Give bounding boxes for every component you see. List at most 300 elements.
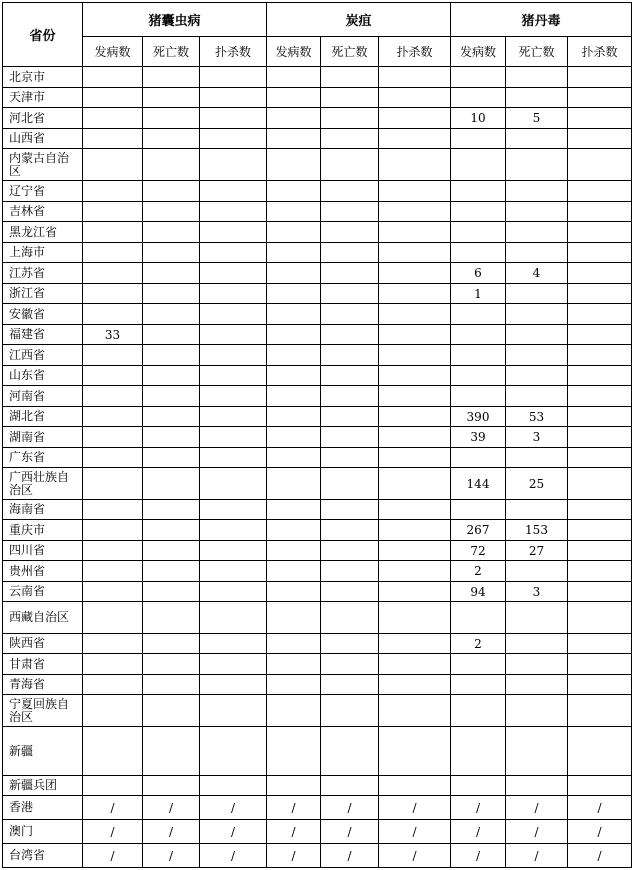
value-cell [568,468,632,500]
value-cell [451,727,506,776]
value-cell [568,427,632,448]
value-cell [506,304,568,325]
value-cell: 94 [451,582,506,602]
value-cell [143,129,200,149]
value-cell [83,448,143,468]
province-cell [3,468,83,500]
value-cell [143,149,200,181]
value-cell [143,675,200,695]
value-cell [83,407,143,427]
value-cell [321,108,379,129]
province-cell [3,634,83,654]
header-deaths: 死亡数 [143,37,200,67]
value-cell [267,284,321,304]
province-cell [3,820,83,844]
value-cell [379,427,451,448]
value-cell [451,202,506,222]
table-row [3,325,632,345]
province-cell [3,67,83,88]
value-cell: / [321,796,379,820]
header-province: 省份 [3,3,83,67]
value-cell: 72 [451,541,506,561]
value-cell [568,407,632,427]
province-cell [3,129,83,149]
value-cell [267,366,321,386]
value-cell [506,284,568,304]
value-cell [379,284,451,304]
value-cell [83,654,143,675]
value-cell [321,675,379,695]
value-cell [568,500,632,520]
province-name: 天津市 [9,90,46,104]
value-cell [83,727,143,776]
value-cell [568,386,632,407]
value-cell [321,345,379,366]
value-cell [321,366,379,386]
province-name: 安徽省 [9,306,46,321]
value-cell [379,776,451,796]
value-cell [506,202,568,222]
province-name: 北京市 [9,69,46,84]
table-row [3,634,632,654]
value-cell [267,602,321,634]
province-cell [3,366,83,386]
value-cell [451,776,506,796]
value-cell [379,561,451,582]
value-cell: 1 [451,284,506,304]
value-cell [451,448,506,468]
province-cell [3,222,83,243]
province-name: 广西壮族自治区 [9,469,70,497]
value-cell [321,129,379,149]
value-cell [568,520,632,541]
value-cell: / [143,844,200,868]
province-name: 四川省 [9,543,46,557]
province-cell [3,695,83,727]
province-cell [3,448,83,468]
value-cell [267,345,321,366]
value-cell [451,88,506,108]
value-cell [321,149,379,181]
table-row [3,500,632,520]
value-cell [321,634,379,654]
value-cell [568,345,632,366]
value-cell [267,675,321,695]
value-cell [321,468,379,500]
value-cell: 39 [451,427,506,448]
table-row [3,427,632,448]
value-cell [568,634,632,654]
province-cell [3,88,83,108]
value-cell: 153 [506,520,568,541]
value-cell: 27 [506,541,568,561]
value-cell [379,727,451,776]
value-cell [200,582,267,602]
value-cell [143,448,200,468]
value-cell: / [506,844,568,868]
value-cell [267,407,321,427]
value-cell [83,520,143,541]
header-deaths: 死亡数 [506,37,568,67]
value-cell [568,67,632,88]
table-row [3,844,632,868]
province-cell [3,582,83,602]
table-row [3,129,632,149]
value-cell [267,129,321,149]
value-cell [200,695,267,727]
value-cell [568,222,632,243]
value-cell [379,108,451,129]
value-cell: 33 [83,325,143,345]
value-cell [143,67,200,88]
value-cell: / [321,844,379,868]
value-cell [568,108,632,129]
value-cell [267,88,321,108]
value-cell [267,263,321,284]
value-cell [200,427,267,448]
disease-table [2,2,632,868]
value-cell: 25 [506,468,568,500]
value-cell [83,181,143,202]
province-name: 新疆兵团 [9,778,58,792]
value-cell [568,129,632,149]
value-cell [506,448,568,468]
value-cell [568,181,632,202]
value-cell: / [379,844,451,868]
province-cell [3,727,83,776]
value-cell: / [200,820,267,844]
value-cell [200,366,267,386]
value-cell [451,243,506,263]
value-cell [143,243,200,263]
value-cell [143,520,200,541]
value-cell [83,129,143,149]
value-cell [568,654,632,675]
value-cell [143,602,200,634]
province-cell [3,325,83,345]
value-cell [321,88,379,108]
value-cell [321,727,379,776]
value-cell [379,181,451,202]
value-cell: / [451,820,506,844]
province-name: 辽宁省 [9,183,46,198]
province-cell [3,304,83,325]
province-cell [3,108,83,129]
table-row [3,448,632,468]
value-cell: 2 [451,634,506,654]
value-cell [83,634,143,654]
value-cell [568,243,632,263]
value-cell [200,654,267,675]
value-cell [143,222,200,243]
table-row [3,520,632,541]
province-name: 新疆 [9,743,34,758]
province-name: 内蒙古自治区 [9,150,70,178]
value-cell [200,108,267,129]
value-cell [143,181,200,202]
province-name: 贵州省 [9,563,46,578]
province-cell [3,520,83,541]
value-cell [83,304,143,325]
province-name: 海南省 [9,502,46,516]
province-cell [3,386,83,407]
value-cell [143,325,200,345]
value-cell: / [267,820,321,844]
value-cell [83,602,143,634]
table-row [3,541,632,561]
value-cell [83,67,143,88]
value-cell [379,520,451,541]
value-cell [379,149,451,181]
province-cell [3,345,83,366]
value-cell [379,325,451,345]
header-group-erysipelas: 猪丹毒 [451,3,632,37]
province-name: 吉林省 [9,204,46,218]
value-cell [321,325,379,345]
value-cell [83,284,143,304]
value-cell [379,386,451,407]
value-cell [200,561,267,582]
value-cell [143,634,200,654]
value-cell [83,366,143,386]
value-cell: 10 [451,108,506,129]
value-cell [200,263,267,284]
table-row [3,108,632,129]
value-cell [379,602,451,634]
province-cell [3,675,83,695]
value-cell [200,149,267,181]
province-cell [3,243,83,263]
value-cell [200,304,267,325]
province-cell [3,500,83,520]
province-name: 重庆市 [9,522,46,537]
value-cell [267,149,321,181]
value-cell [143,88,200,108]
value-cell [83,386,143,407]
value-cell [506,67,568,88]
value-cell [200,541,267,561]
value-cell [451,129,506,149]
value-cell [143,582,200,602]
table-row [3,776,632,796]
value-cell [321,304,379,325]
value-cell [568,541,632,561]
value-cell [83,88,143,108]
value-cell: / [568,796,632,820]
table-row [3,181,632,202]
value-cell [267,222,321,243]
value-cell [200,345,267,366]
value-cell [321,427,379,448]
value-cell [143,284,200,304]
value-cell [506,386,568,407]
value-cell [451,386,506,407]
value-cell [506,727,568,776]
table-row [3,796,632,820]
province-name: 青海省 [9,677,46,691]
value-cell [379,345,451,366]
value-cell [143,407,200,427]
value-cell [321,582,379,602]
value-cell [321,520,379,541]
value-cell [379,634,451,654]
value-cell [321,263,379,284]
value-cell [568,149,632,181]
table-row [3,468,632,500]
table-row [3,243,632,263]
value-cell [379,129,451,149]
value-cell [321,602,379,634]
province-name: 上海市 [9,245,46,259]
value-cell [267,67,321,88]
header-group-anthrax: 炭疽 [267,3,451,37]
value-cell [506,776,568,796]
value-cell [83,345,143,366]
value-cell [568,202,632,222]
value-cell [200,675,267,695]
value-cell [267,181,321,202]
value-cell [267,634,321,654]
value-cell: / [451,796,506,820]
value-cell [200,243,267,263]
value-cell [267,776,321,796]
value-cell [200,448,267,468]
value-cell [143,561,200,582]
value-cell [267,468,321,500]
value-cell [379,88,451,108]
value-cell [267,304,321,325]
value-cell [143,304,200,325]
value-cell: / [451,844,506,868]
province-name: 湖北省 [9,409,46,423]
table-row [3,202,632,222]
value-cell [83,108,143,129]
value-cell [451,366,506,386]
table-row [3,561,632,582]
value-cell [200,407,267,427]
value-cell [321,561,379,582]
header-cases: 发病数 [267,37,321,67]
header-group-cysticercosis: 猪囊虫病 [83,3,267,37]
province-cell [3,776,83,796]
province-name: 香港 [9,800,34,814]
province-cell [3,541,83,561]
province-cell [3,284,83,304]
value-cell [143,695,200,727]
table-row [3,284,632,304]
value-cell: / [200,844,267,868]
value-cell [451,222,506,243]
value-cell [568,582,632,602]
header-culled: 扑杀数 [200,37,267,67]
value-cell [267,520,321,541]
value-cell [267,654,321,675]
value-cell [200,468,267,500]
value-cell [379,582,451,602]
value-cell [506,695,568,727]
header-cases: 发病数 [451,37,506,67]
value-cell [506,675,568,695]
table-row [3,263,632,284]
value-cell [83,222,143,243]
value-cell [506,345,568,366]
province-cell [3,263,83,284]
value-cell [83,561,143,582]
value-cell [83,541,143,561]
value-cell [267,500,321,520]
value-cell: / [379,796,451,820]
value-cell [143,386,200,407]
value-cell [321,407,379,427]
province-cell [3,844,83,868]
value-cell: / [267,796,321,820]
header-culled: 扑杀数 [568,37,632,67]
province-name: 云南省 [9,584,46,598]
province-cell [3,602,83,634]
value-cell [568,325,632,345]
province-name: 河北省 [9,110,46,125]
table-row [3,820,632,844]
province-cell [3,796,83,820]
table-row [3,222,632,243]
value-cell: / [568,844,632,868]
value-cell: 144 [451,468,506,500]
value-cell [568,448,632,468]
value-cell [321,202,379,222]
value-cell [321,776,379,796]
value-cell [267,582,321,602]
table-row [3,149,632,181]
value-cell [143,202,200,222]
value-cell [379,675,451,695]
value-cell [451,602,506,634]
value-cell [143,727,200,776]
value-cell: 3 [506,582,568,602]
value-cell [83,263,143,284]
table-row [3,407,632,427]
value-cell [143,541,200,561]
value-cell: / [321,820,379,844]
province-name: 浙江省 [9,286,46,300]
value-cell: / [143,820,200,844]
value-cell [143,654,200,675]
table-row [3,67,632,88]
value-cell: / [83,796,143,820]
value-cell: 267 [451,520,506,541]
header-cases: 发病数 [83,37,143,67]
value-cell [267,108,321,129]
value-cell [451,675,506,695]
value-cell: / [267,844,321,868]
table-row [3,654,632,675]
table-row [3,602,632,634]
table-row [3,386,632,407]
value-cell [200,284,267,304]
value-cell [451,67,506,88]
value-cell [200,67,267,88]
province-name: 河南省 [9,388,46,403]
table-row [3,88,632,108]
value-cell: 3 [506,427,568,448]
value-cell [143,500,200,520]
value-cell [200,325,267,345]
value-cell [379,695,451,727]
value-cell [379,500,451,520]
value-cell [451,304,506,325]
province-name: 陕西省 [9,636,46,650]
province-cell [3,181,83,202]
province-cell [3,654,83,675]
